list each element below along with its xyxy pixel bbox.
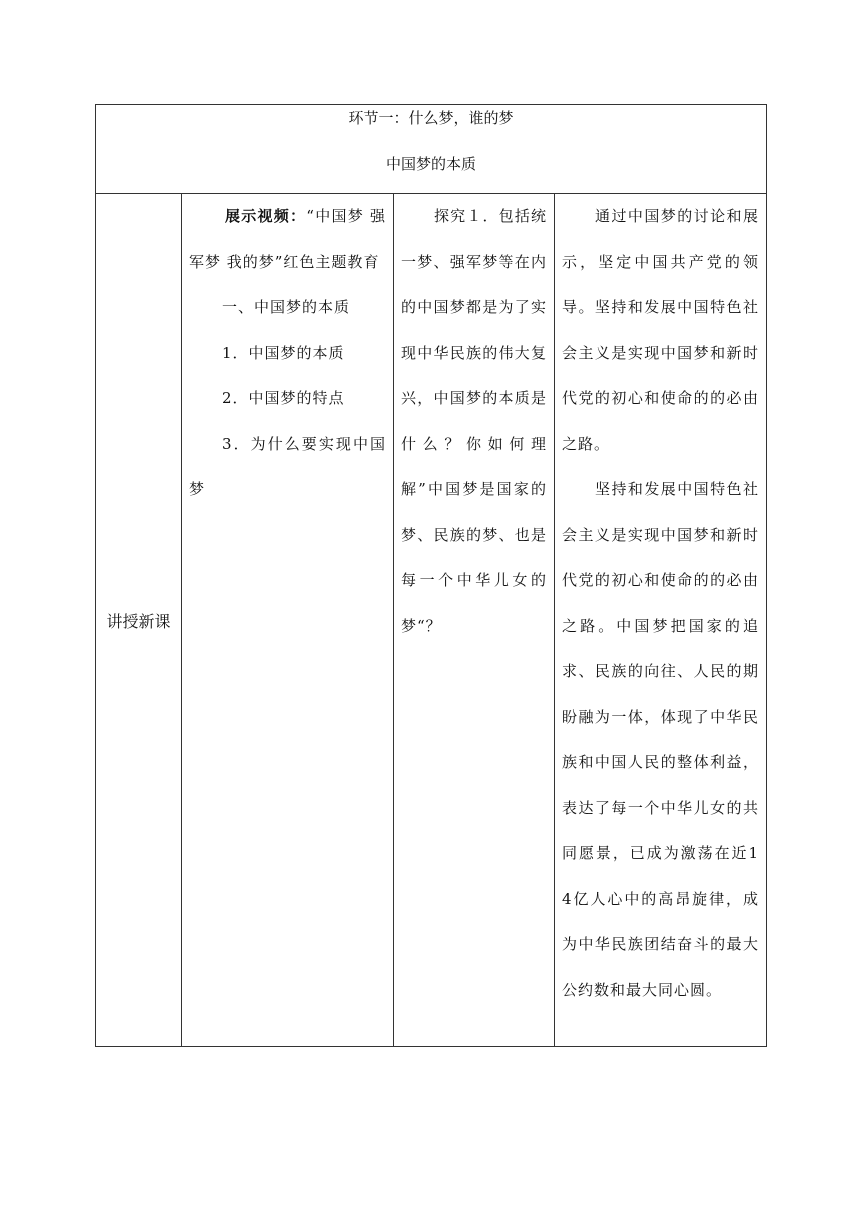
header-row <box>96 105 767 194</box>
video-lead: 展示视频： <box>225 207 307 225</box>
outline-item: 2．中国梦的特点 <box>222 389 345 407</box>
design-intent-cell <box>555 194 767 1047</box>
intent-paragraph-2: 坚持和发展中国特色社会主义是实现中国梦和新时代党的初心和使命的的必由之路。中国梦把国家的追求、民族的向往、人民的期盼融为一体，体现了中华民族和中国人民的整体利益，表达了每一个中华儿女的共同愿景，已成为激荡在近14亿人心中的高昂旋律，成为中华民族团结奋斗的最大公约数和最大同心圆。 <box>562 480 760 999</box>
lesson-plan-table <box>95 104 767 1047</box>
stage-label: 讲授新课 <box>106 611 171 631</box>
section-title: 环节一：什么梦，谁的梦 <box>348 109 514 127</box>
section-subtitle: 中国梦的本质 <box>386 155 477 173</box>
inquiry-question: 探究１．包括统一梦、强军梦等在内的中国梦都是为了实现中华民族的伟大复兴，中国梦的本质是什么？你如何理解”中国梦是国家的梦、民族的梦、也是每一个中华儿女的梦“？ <box>401 207 547 635</box>
outline-item: 1．中国梦的本质 <box>222 343 345 362</box>
video-paragraph <box>189 194 386 285</box>
teacher-activity-cell <box>182 194 394 1047</box>
student-activity-cell <box>394 194 555 1047</box>
header-cell <box>96 105 767 194</box>
intent-paragraph-1: 通过中国梦的讨论和展示，坚定中国共产党的领导。坚持和发展中国特色社会主义是实现中国梦和新时代党的初心和使命的的必由之路。 <box>562 207 760 453</box>
outline-item: 3．为什么要实现中国梦 <box>189 434 386 498</box>
video-title: “中国梦 强军梦 我的梦”红色主题教育 <box>189 207 386 271</box>
content-row <box>96 194 767 1047</box>
outline-heading: 一、中国梦的本质 <box>222 298 351 316</box>
stage-label-cell <box>96 194 182 1047</box>
